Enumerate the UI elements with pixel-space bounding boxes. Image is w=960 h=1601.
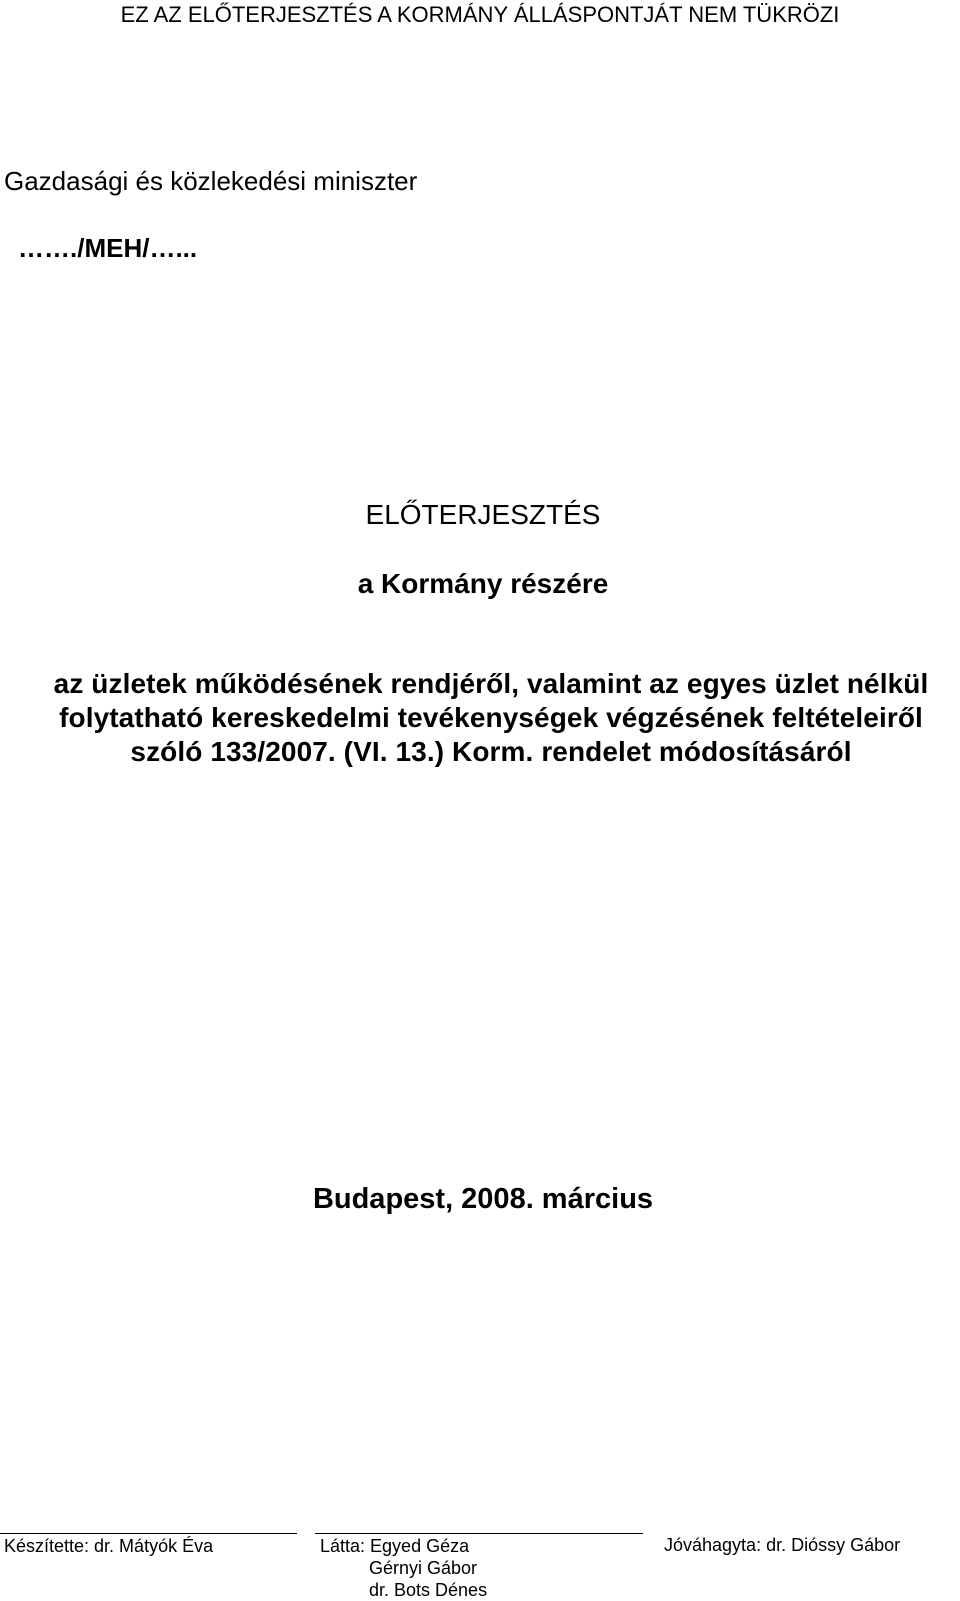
recipient-line: a Kormány részére xyxy=(357,568,609,599)
signature-line-seen xyxy=(315,1533,643,1534)
subject-line: folytatható kereskedelmi tevékenységek végzésének feltételeiről xyxy=(59,702,923,733)
approved-by: Jóváhagyta: dr. Dióssy Gábor xyxy=(664,1535,901,1555)
signature-line-prepared xyxy=(0,1533,297,1534)
seen-by: dr. Bots Dénes xyxy=(369,1580,488,1600)
disclaimer-banner: EZ AZ ELŐTERJESZTÉS A KORMÁNY ÁLLÁSPONTJÁT NEM TÜKRÖZI xyxy=(120,2,840,27)
document-subject xyxy=(0,667,960,769)
seen-by: Gérnyi Gábor xyxy=(369,1558,478,1578)
reference-number: ……./MEH/…... xyxy=(18,233,198,263)
ministry-name: Gazdasági és közlekedési miniszter xyxy=(4,166,418,196)
subject-line: szóló 133/2007. (VI. 13.) Korm. rendelet módosításáról xyxy=(130,736,852,767)
subject-line: az üzletek működésének rendjéről, valamint az egyes üzlet nélkül xyxy=(53,668,929,699)
prepared-by: Készítette: dr. Mátyók Éva xyxy=(4,1536,214,1556)
seen-by: Látta: Egyed Géza xyxy=(320,1536,470,1556)
place-and-date: Budapest, 2008. március xyxy=(312,1183,654,1215)
document-type-title: ELŐTERJESZTÉS xyxy=(365,499,601,530)
